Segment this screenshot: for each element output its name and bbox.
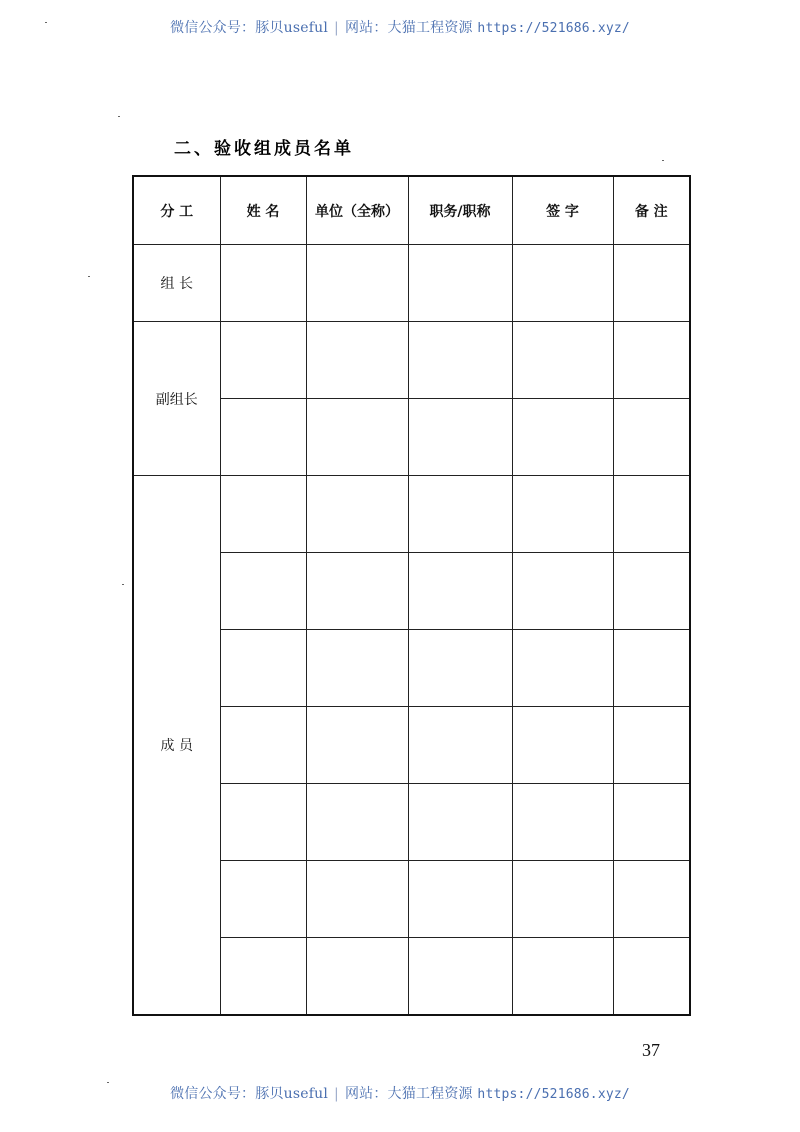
watermark-site: 网站：大猫工程资源 bbox=[344, 20, 473, 36]
table-header-row bbox=[133, 176, 690, 245]
scan-speck bbox=[45, 22, 47, 23]
cell-position[interactable] bbox=[408, 784, 512, 861]
section-title: 二、验收组成员名单 bbox=[174, 139, 354, 159]
scan-speck bbox=[88, 276, 90, 277]
watermark-wechat: 微信公众号：豚贝useful bbox=[170, 1086, 329, 1102]
cell-remarks[interactable] bbox=[613, 784, 690, 861]
cell-remarks[interactable] bbox=[613, 322, 690, 399]
page-number: 37 bbox=[642, 1040, 660, 1060]
cell-name[interactable] bbox=[220, 322, 306, 399]
cell-signature[interactable] bbox=[512, 784, 613, 861]
cell-organization[interactable] bbox=[306, 245, 408, 322]
cell-signature[interactable] bbox=[512, 861, 613, 938]
watermark-separator: | bbox=[334, 1086, 339, 1102]
watermark-url[interactable]: https://521686.xyz/ bbox=[477, 1087, 630, 1102]
cell-signature[interactable] bbox=[512, 707, 613, 784]
watermark-bottom bbox=[0, 1083, 800, 1103]
role-member: 成 员 bbox=[133, 476, 220, 1016]
watermark-top bbox=[0, 17, 800, 37]
header-organization: 单位（全称） bbox=[306, 176, 408, 245]
role-leader: 组 长 bbox=[133, 245, 220, 322]
table-row-leader bbox=[133, 245, 690, 322]
cell-remarks[interactable] bbox=[613, 476, 690, 553]
cell-name[interactable] bbox=[220, 245, 306, 322]
cell-position[interactable] bbox=[408, 399, 512, 476]
cell-name[interactable] bbox=[220, 707, 306, 784]
cell-position[interactable] bbox=[408, 861, 512, 938]
cell-organization[interactable] bbox=[306, 707, 408, 784]
cell-organization[interactable] bbox=[306, 861, 408, 938]
cell-signature[interactable] bbox=[512, 322, 613, 399]
cell-signature[interactable] bbox=[512, 630, 613, 707]
header-division: 分 工 bbox=[133, 176, 220, 245]
cell-organization[interactable] bbox=[306, 322, 408, 399]
watermark-site: 网站：大猫工程资源 bbox=[344, 1086, 473, 1102]
cell-remarks[interactable] bbox=[613, 245, 690, 322]
cell-position[interactable] bbox=[408, 322, 512, 399]
cell-remarks[interactable] bbox=[613, 938, 690, 1016]
cell-name[interactable] bbox=[220, 553, 306, 630]
cell-position[interactable] bbox=[408, 630, 512, 707]
cell-remarks[interactable] bbox=[613, 861, 690, 938]
table-row-member-1 bbox=[133, 476, 690, 553]
cell-organization[interactable] bbox=[306, 630, 408, 707]
cell-organization[interactable] bbox=[306, 784, 408, 861]
cell-remarks[interactable] bbox=[613, 707, 690, 784]
cell-signature[interactable] bbox=[512, 553, 613, 630]
scan-speck bbox=[662, 160, 664, 161]
cell-organization[interactable] bbox=[306, 399, 408, 476]
cell-position[interactable] bbox=[408, 245, 512, 322]
cell-position[interactable] bbox=[408, 476, 512, 553]
cell-position[interactable] bbox=[408, 707, 512, 784]
header-position-title: 职务/职称 bbox=[408, 176, 512, 245]
cell-position[interactable] bbox=[408, 938, 512, 1016]
scan-speck bbox=[122, 584, 124, 585]
scan-speck bbox=[107, 1082, 109, 1083]
cell-name[interactable] bbox=[220, 476, 306, 553]
header-name: 姓 名 bbox=[220, 176, 306, 245]
watermark-url[interactable]: https://521686.xyz/ bbox=[477, 21, 630, 36]
table-row-deputy-1 bbox=[133, 322, 690, 399]
acceptance-team-roster-table bbox=[132, 175, 691, 1016]
cell-organization[interactable] bbox=[306, 476, 408, 553]
cell-name[interactable] bbox=[220, 861, 306, 938]
cell-remarks[interactable] bbox=[613, 553, 690, 630]
cell-signature[interactable] bbox=[512, 938, 613, 1016]
watermark-separator: | bbox=[334, 20, 339, 36]
cell-signature[interactable] bbox=[512, 399, 613, 476]
cell-name[interactable] bbox=[220, 399, 306, 476]
cell-name[interactable] bbox=[220, 630, 306, 707]
cell-organization[interactable] bbox=[306, 553, 408, 630]
cell-signature[interactable] bbox=[512, 476, 613, 553]
cell-organization[interactable] bbox=[306, 938, 408, 1016]
cell-remarks[interactable] bbox=[613, 630, 690, 707]
header-signature: 签 字 bbox=[512, 176, 613, 245]
role-deputy-leader: 副组长 bbox=[133, 322, 220, 476]
header-remarks: 备 注 bbox=[613, 176, 690, 245]
watermark-wechat: 微信公众号：豚贝useful bbox=[170, 20, 329, 36]
scan-speck bbox=[118, 116, 120, 117]
cell-signature[interactable] bbox=[512, 245, 613, 322]
cell-name[interactable] bbox=[220, 938, 306, 1016]
cell-name[interactable] bbox=[220, 784, 306, 861]
cell-remarks[interactable] bbox=[613, 399, 690, 476]
cell-position[interactable] bbox=[408, 553, 512, 630]
